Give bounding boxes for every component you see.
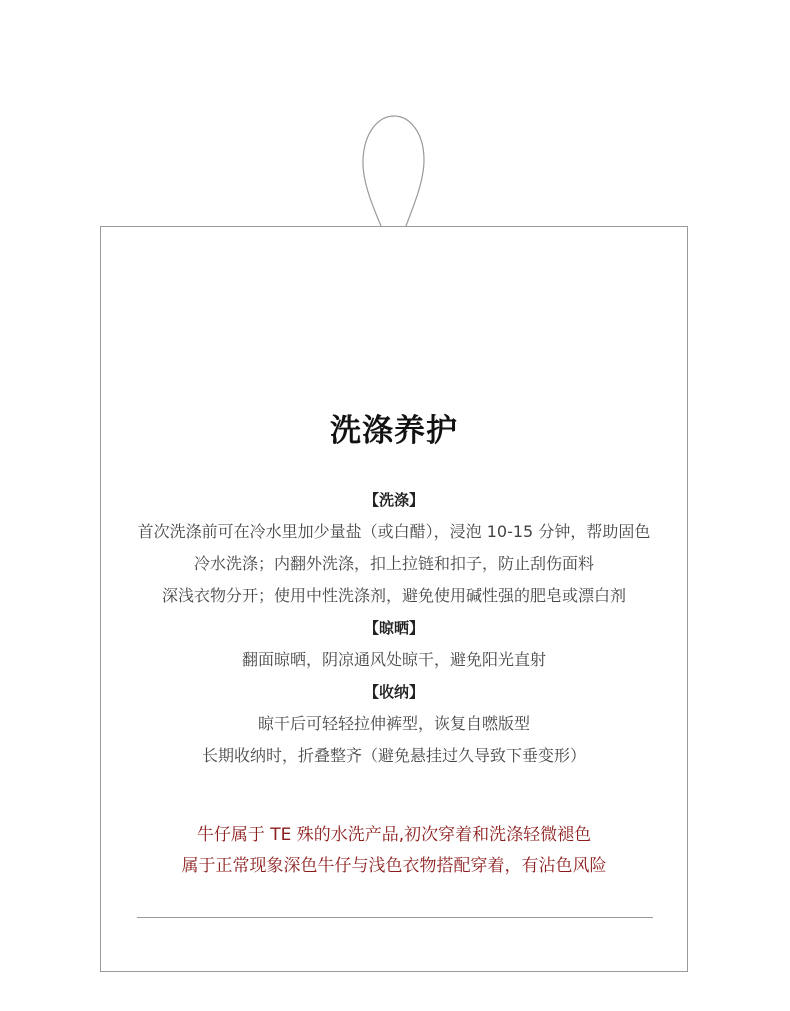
wash-instruction-line: 首次洗涤前可在冷水里加少量盐（或白醋），浸泡 10-15 分钟，帮助固色 [137,522,651,541]
fade-notice [101,820,687,882]
notice-line: 属于正常现象深色牛仔与浅色衣物搭配穿着，有沾色风险 [181,856,607,876]
storage-instruction-line: 长期收纳时，折叠整齐（避免悬挂过久导致下垂变形） [201,746,586,765]
care-tag-card [100,226,688,972]
divider [137,917,653,918]
wash-instruction-line: 深浅衣物分开；使用中性洗涤剂，避免使用碱性强的肥皂或漂白剂 [161,586,626,605]
storage-instruction-line: 晾干后可轻轻拉伸裤型，诙复自嘫版型 [257,714,530,733]
care-instructions [101,484,687,772]
notice-line: 牛仔属于 TE 殊的水洗产品,初次穿着和洗涤轻微褪色 [196,825,592,845]
dry-instruction-line: 翻面晾晒，阴凉通风处晾干，避免阳光直射 [241,650,546,669]
wash-instruction-line: 冷水洗涤；内翻外洗涤，扣上拉链和扣子，防止刮伤面料 [193,554,594,573]
section-heading-storage: 【收纳】 [363,683,424,701]
page-title: 洗涤养护 [330,413,458,449]
section-heading-dry: 【晾晒】 [363,619,424,637]
section-heading-wash: 【洗涤】 [363,491,424,509]
